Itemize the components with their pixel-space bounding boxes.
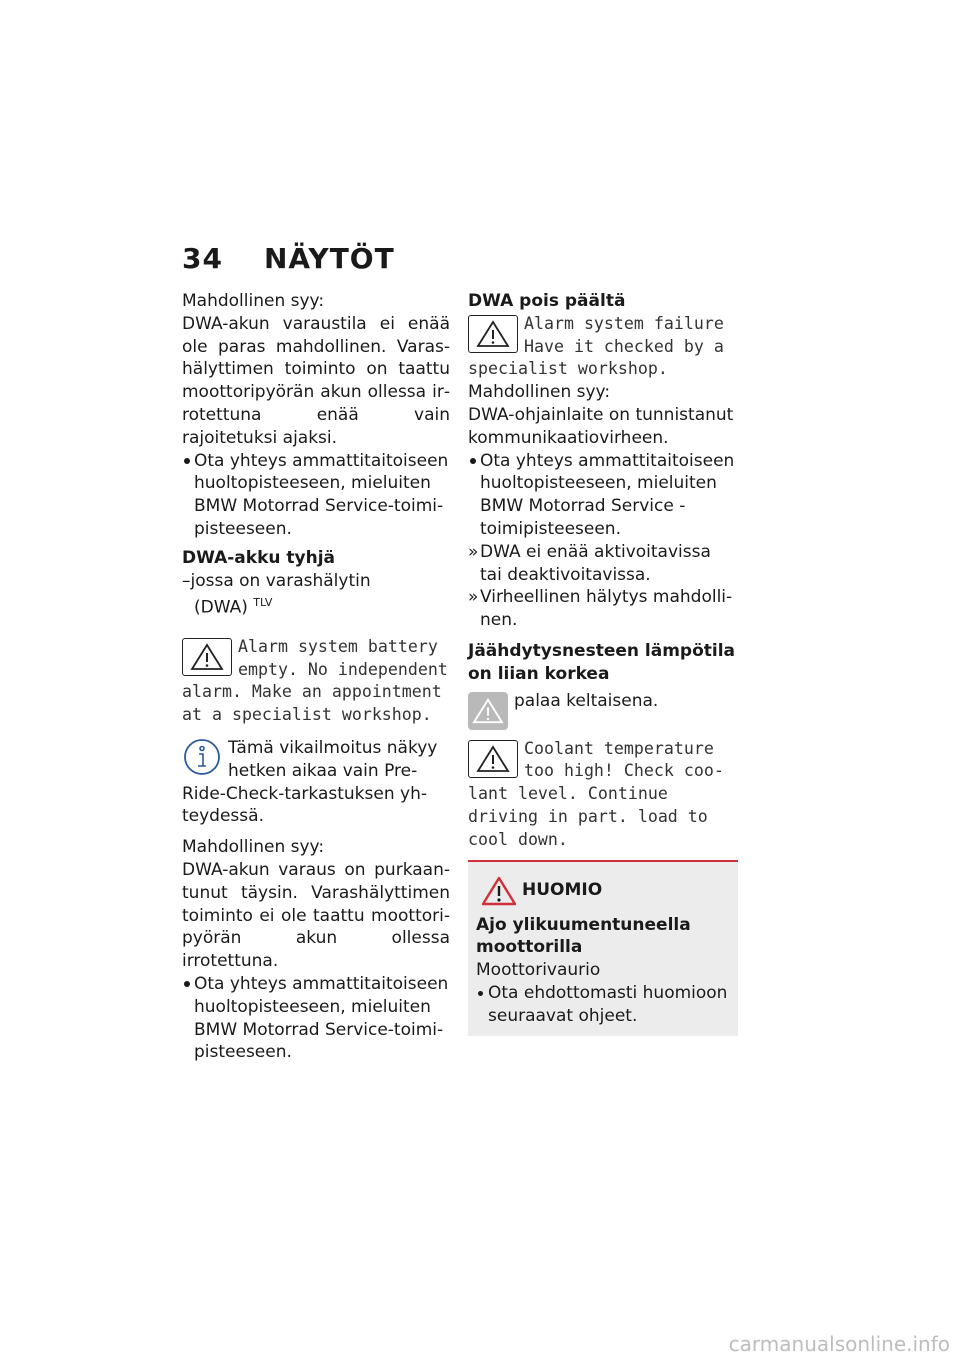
tlv-superscript: TLV [253,596,273,610]
right-column [468,290,738,1036]
dash-text-2-main: (DWA) [194,598,248,619]
dash-text: –jossa on varashälytin [182,570,371,591]
cause-bullet: Ota yhteys ammattitaitoiseen huoltopisteeseen, mieluiten BMW Motorrad Service -toimipisteeseen. [468,450,738,541]
cause-label: Mahdollinen syy: [468,382,611,403]
notice-box [468,860,738,1036]
cause2-bullet: Ota yhteys ammattitaitoiseen huoltopisteeseen, mieluiten BMW Motorrad Service-toimipisteeseen. [182,973,450,1064]
info-block [182,737,450,828]
info-text: Tämä vikailmoitus näkyy hetken aikaa vain Pre-Ride-Check-tarkastuksen yhteydessä. [182,738,438,827]
watermark: carmanualsonline.info [728,1332,950,1356]
cause1-text: DWA-akun varaustila ei enää ole paras mahdollinen. Varashälyttimen toiminto on taattu moottoripyörän akun ollessa irrotettuna enää vain rajoitetuksi ajaksi. [182,313,450,448]
cause-text: DWA-ohjainlaite on tunnistanut kommunikaatiovirheen. [468,404,734,448]
section-title-dwa-off: DWA pois päältä [468,291,626,311]
page-header [182,242,395,275]
indicator-light-block [468,690,738,730]
page-title: NÄYTÖT [264,242,395,275]
section-title-coolant: Jäähdytysnesteen lämpötila on liian korkea [468,640,736,684]
result-1-text: DWA ei enää aktivoitavissa tai deaktivoitavissa. [480,541,711,585]
result-marker: » [468,541,479,562]
result-1 [468,541,738,587]
left-column [182,290,450,1064]
notice-header [482,876,730,906]
warning-triangle-icon [468,315,518,353]
caution-triangle-icon [482,876,516,906]
display-message-3: Coolant temperature too high! Check coolant level. Continue driving in part. load to cool down. [468,738,724,849]
result-2-text: Virheellinen hälytys mahdollinen. [480,587,733,631]
cause1-label: Mahdollinen syy: [182,291,325,311]
section-title-dwa-battery: DWA-akku tyhjä [182,547,336,568]
cause2-label: Mahdollinen syy: [182,837,325,858]
display-message-2: Alarm system failure Have it checked by a specialist workshop. [468,313,724,379]
light-text: palaa keltaisena. [514,690,659,711]
result-marker: » [468,587,479,608]
display-message-block-3 [468,738,738,852]
result-2 [468,586,738,632]
notice-label: HUOMIO [522,880,603,901]
notice-consequence: Moottorivaurio [476,960,601,981]
warning-triangle-icon [182,638,232,676]
notice-title: Ajo ylikuumentuneella moottorilla [476,914,691,958]
cause2-text: DWA-akun varaus on purkaantunut täysin. Varashälyttimen toiminto ei ole taattu moottoripyörän akun ollessa irrotettuna. [182,859,450,972]
warning-light-icon [468,692,508,730]
display-message-block-2 [468,313,738,381]
cause1-bullet: Ota yhteys ammattitaitoiseen huoltopisteeseen, mieluiten BMW Motorrad Service-toimipisteeseen. [182,450,450,541]
info-icon [182,737,222,777]
notice-bullet: Ota ehdottomasti huomioon seuraavat ohjeet. [476,982,730,1028]
page-number: 34 [182,242,223,275]
dash-text-2 [182,592,450,619]
display-message-block-1 [182,636,450,727]
display-message-1: Alarm system battery empty. No independent alarm. Make an appointment at a specialist workshop. [182,636,448,725]
warning-triangle-icon [468,740,518,778]
